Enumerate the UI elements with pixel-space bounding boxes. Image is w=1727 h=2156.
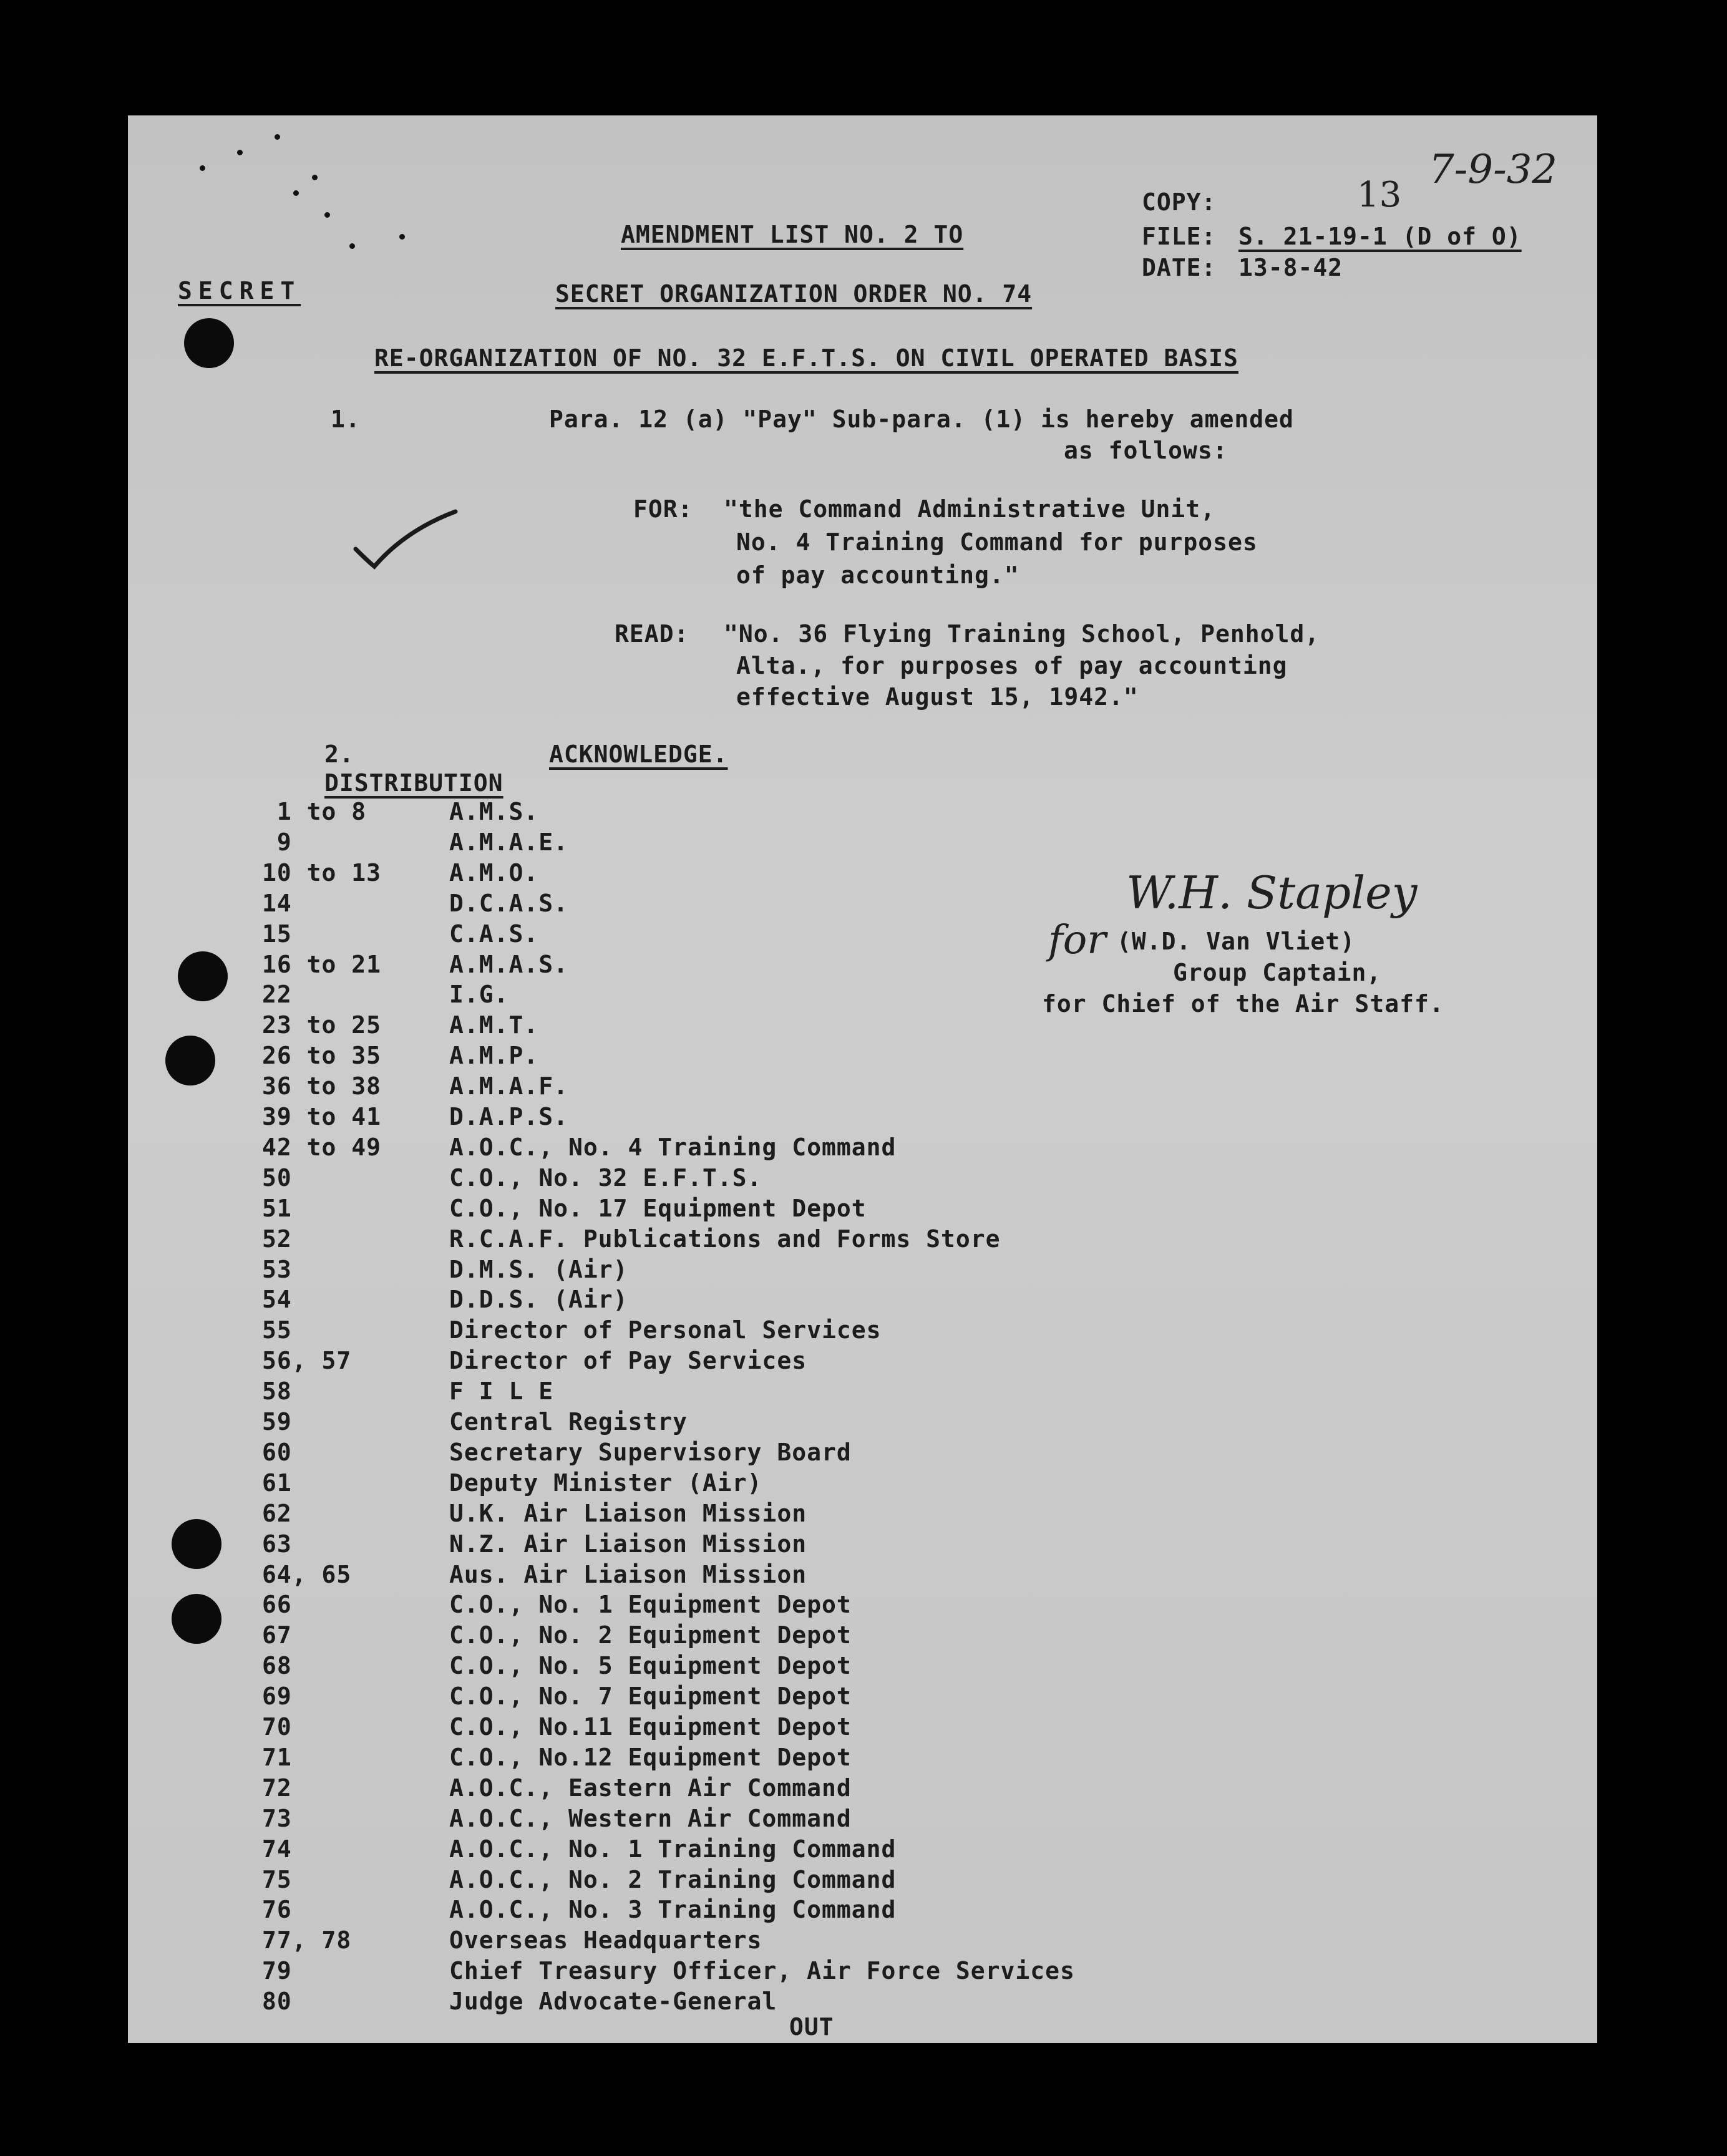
read-line-3: effective August 15, 1942." bbox=[736, 683, 1139, 711]
distribution-number: 55 bbox=[262, 1316, 292, 1344]
punch-hole-3 bbox=[165, 1036, 215, 1085]
distribution-number: 73 bbox=[262, 1805, 292, 1832]
amendment-title: AMENDMENT LIST NO. 2 TO bbox=[621, 221, 964, 248]
footer-out: OUT bbox=[789, 2013, 834, 2041]
distribution-recipient: A.O.C., No. 2 Training Command bbox=[449, 1866, 897, 1893]
classification-mark: SECRET bbox=[178, 277, 301, 304]
speck bbox=[275, 134, 280, 140]
distribution-recipient: C.O., No. 7 Equipment Depot bbox=[449, 1683, 852, 1710]
distribution-number: 1 to 8 bbox=[262, 798, 367, 825]
distribution-number: 23 to 25 bbox=[262, 1011, 382, 1039]
distribution-number: 71 bbox=[262, 1744, 292, 1771]
distribution-recipient: C.O., No. 17 Equipment Depot bbox=[449, 1195, 867, 1222]
distribution-number: 67 bbox=[262, 1621, 292, 1649]
distribution-recipient: C.O., No.11 Equipment Depot bbox=[449, 1713, 852, 1741]
distribution-recipient: A.M.O. bbox=[449, 859, 539, 886]
distribution-number: 52 bbox=[262, 1225, 292, 1253]
signature-handwritten: W.H. Stapley bbox=[1126, 867, 1418, 919]
distribution-recipient: C.O., No. 32 E.F.T.S. bbox=[449, 1164, 762, 1192]
signatory-rank: Group Captain, bbox=[1173, 959, 1382, 986]
distribution-number: 53 bbox=[262, 1256, 292, 1283]
punch-hole-5 bbox=[172, 1594, 221, 1644]
distribution-recipient: A.M.A.S. bbox=[449, 951, 569, 978]
for-label: FOR: bbox=[633, 495, 693, 523]
distribution-recipient: Aus. Air Liaison Mission bbox=[449, 1561, 807, 1588]
distribution-recipient: C.A.S. bbox=[449, 920, 539, 948]
distribution-recipient: D.D.S. (Air) bbox=[449, 1286, 628, 1313]
distribution-recipient: C.O., No. 2 Equipment Depot bbox=[449, 1621, 852, 1649]
distribution-number: 42 to 49 bbox=[262, 1134, 382, 1161]
distribution-recipient: I.G. bbox=[449, 981, 509, 1008]
copy-label: COPY: bbox=[1142, 188, 1217, 216]
check-mark-icon bbox=[349, 499, 462, 574]
distribution-heading: DISTRIBUTION bbox=[324, 769, 504, 797]
order-title: SECRET ORGANIZATION ORDER NO. 74 bbox=[555, 280, 1033, 308]
distribution-recipient: C.O., No.12 Equipment Depot bbox=[449, 1744, 852, 1771]
distribution-recipient: Central Registry bbox=[449, 1408, 688, 1435]
distribution-number: 63 bbox=[262, 1530, 292, 1558]
para1-number: 1. bbox=[331, 405, 361, 433]
distribution-recipient: A.M.A.F. bbox=[449, 1072, 569, 1100]
distribution-number: 75 bbox=[262, 1866, 292, 1893]
distribution-recipient: Deputy Minister (Air) bbox=[449, 1469, 762, 1497]
distribution-recipient: Director of Pay Services bbox=[449, 1347, 807, 1374]
distribution-number: 59 bbox=[262, 1408, 292, 1435]
subject-line: RE-ORGANIZATION OF NO. 32 E.F.T.S. ON CIVIL OPERATED BASIS bbox=[374, 344, 1238, 372]
distribution-number: 76 bbox=[262, 1896, 292, 1923]
distribution-recipient: N.Z. Air Liaison Mission bbox=[449, 1530, 807, 1558]
distribution-recipient: U.K. Air Liaison Mission bbox=[449, 1500, 807, 1527]
distribution-number: 39 to 41 bbox=[262, 1103, 382, 1130]
distribution-recipient: R.C.A.F. Publications and Forms Store bbox=[449, 1225, 1001, 1253]
distribution-number: 68 bbox=[262, 1652, 292, 1679]
date-value: 13-8-42 bbox=[1238, 254, 1343, 281]
for-line-3: of pay accounting." bbox=[736, 561, 1019, 589]
para2-number: 2. bbox=[324, 741, 354, 768]
signatory-role: for Chief of the Air Staff. bbox=[1042, 990, 1444, 1017]
date-label: DATE: bbox=[1142, 254, 1217, 281]
speck bbox=[399, 234, 405, 240]
distribution-recipient: A.O.C., No. 4 Training Command bbox=[449, 1134, 897, 1161]
punch-hole-2 bbox=[178, 951, 228, 1001]
distribution-recipient: D.A.P.S. bbox=[449, 1103, 569, 1130]
copy-number: 13 bbox=[1357, 175, 1402, 215]
distribution-number: 66 bbox=[262, 1591, 292, 1618]
distribution-recipient: F I L E bbox=[449, 1377, 554, 1405]
distribution-recipient: D.M.S. (Air) bbox=[449, 1256, 628, 1283]
distribution-number: 36 to 38 bbox=[262, 1072, 382, 1100]
para1-line2: as follows: bbox=[1064, 437, 1228, 464]
for-line-1: "the Command Administrative Unit, bbox=[724, 495, 1215, 523]
acknowledge: ACKNOWLEDGE. bbox=[549, 741, 728, 768]
distribution-number: 80 bbox=[262, 1988, 292, 2015]
distribution-number: 70 bbox=[262, 1713, 292, 1741]
distribution-number: 14 bbox=[262, 890, 292, 917]
distribution-recipient: A.M.P. bbox=[449, 1042, 539, 1069]
distribution-number: 58 bbox=[262, 1377, 292, 1405]
for-line-2: No. 4 Training Command for purposes bbox=[736, 528, 1258, 556]
file-label: FILE: bbox=[1142, 223, 1217, 250]
distribution-recipient: A.O.C., Eastern Air Command bbox=[449, 1774, 852, 1802]
distribution-recipient: A.O.C., Western Air Command bbox=[449, 1805, 852, 1832]
distribution-number: 16 to 21 bbox=[262, 951, 382, 978]
distribution-recipient: Chief Treasury Officer, Air Force Services bbox=[449, 1957, 1075, 1984]
read-line-2: Alta., for purposes of pay accounting bbox=[736, 652, 1288, 679]
speck bbox=[312, 175, 318, 180]
signature-prefix: for bbox=[1048, 917, 1106, 963]
distribution-recipient: A.M.S. bbox=[449, 798, 539, 825]
punch-hole-1 bbox=[184, 318, 234, 368]
distribution-recipient: C.O., No. 5 Equipment Depot bbox=[449, 1652, 852, 1679]
distribution-recipient: A.M.T. bbox=[449, 1011, 539, 1039]
distribution-number: 64, 65 bbox=[262, 1561, 352, 1588]
distribution-number: 69 bbox=[262, 1683, 292, 1710]
distribution-number: 22 bbox=[262, 981, 292, 1008]
speck bbox=[200, 165, 205, 171]
punch-hole-4 bbox=[172, 1519, 221, 1569]
distribution-number: 54 bbox=[262, 1286, 292, 1313]
distribution-number: 74 bbox=[262, 1835, 292, 1863]
distribution-number: 15 bbox=[262, 920, 292, 948]
read-line-1: "No. 36 Flying Training School, Penhold, bbox=[724, 620, 1320, 648]
distribution-number: 51 bbox=[262, 1195, 292, 1222]
para1-line1: Para. 12 (a) "Pay" Sub-para. (1) is hereby amended bbox=[549, 405, 1294, 433]
distribution-number: 60 bbox=[262, 1439, 292, 1466]
distribution-number: 79 bbox=[262, 1957, 292, 1984]
speck bbox=[293, 190, 299, 196]
speck bbox=[349, 243, 355, 249]
distribution-recipient: C.O., No. 1 Equipment Depot bbox=[449, 1591, 852, 1618]
distribution-recipient: Secretary Supervisory Board bbox=[449, 1439, 852, 1466]
distribution-number: 61 bbox=[262, 1469, 292, 1497]
distribution-recipient: A.O.C., No. 1 Training Command bbox=[449, 1835, 897, 1863]
speck bbox=[324, 212, 330, 218]
distribution-number: 9 bbox=[262, 828, 292, 856]
distribution-recipient: A.O.C., No. 3 Training Command bbox=[449, 1896, 897, 1923]
distribution-recipient: Director of Personal Services bbox=[449, 1316, 882, 1344]
file-value: S. 21-19-1 (D of O) bbox=[1238, 223, 1522, 250]
distribution-number: 50 bbox=[262, 1164, 292, 1192]
distribution-recipient: A.M.A.E. bbox=[449, 828, 569, 856]
distribution-number: 77, 78 bbox=[262, 1926, 352, 1954]
distribution-number: 10 to 13 bbox=[262, 859, 382, 886]
distribution-recipient: Overseas Headquarters bbox=[449, 1926, 762, 1954]
read-label: READ: bbox=[615, 620, 689, 648]
speck bbox=[237, 150, 243, 155]
distribution-recipient: Judge Advocate-General bbox=[449, 1988, 777, 2015]
distribution-number: 56, 57 bbox=[262, 1347, 352, 1374]
distribution-number: 72 bbox=[262, 1774, 292, 1802]
signatory-name: (W.D. Van Vliet) bbox=[1117, 928, 1356, 955]
distribution-number: 26 to 35 bbox=[262, 1042, 382, 1069]
distribution-number: 62 bbox=[262, 1500, 292, 1527]
distribution-recipient: D.C.A.S. bbox=[449, 890, 569, 917]
handwritten-date-note: 7-9-32 bbox=[1429, 147, 1558, 193]
